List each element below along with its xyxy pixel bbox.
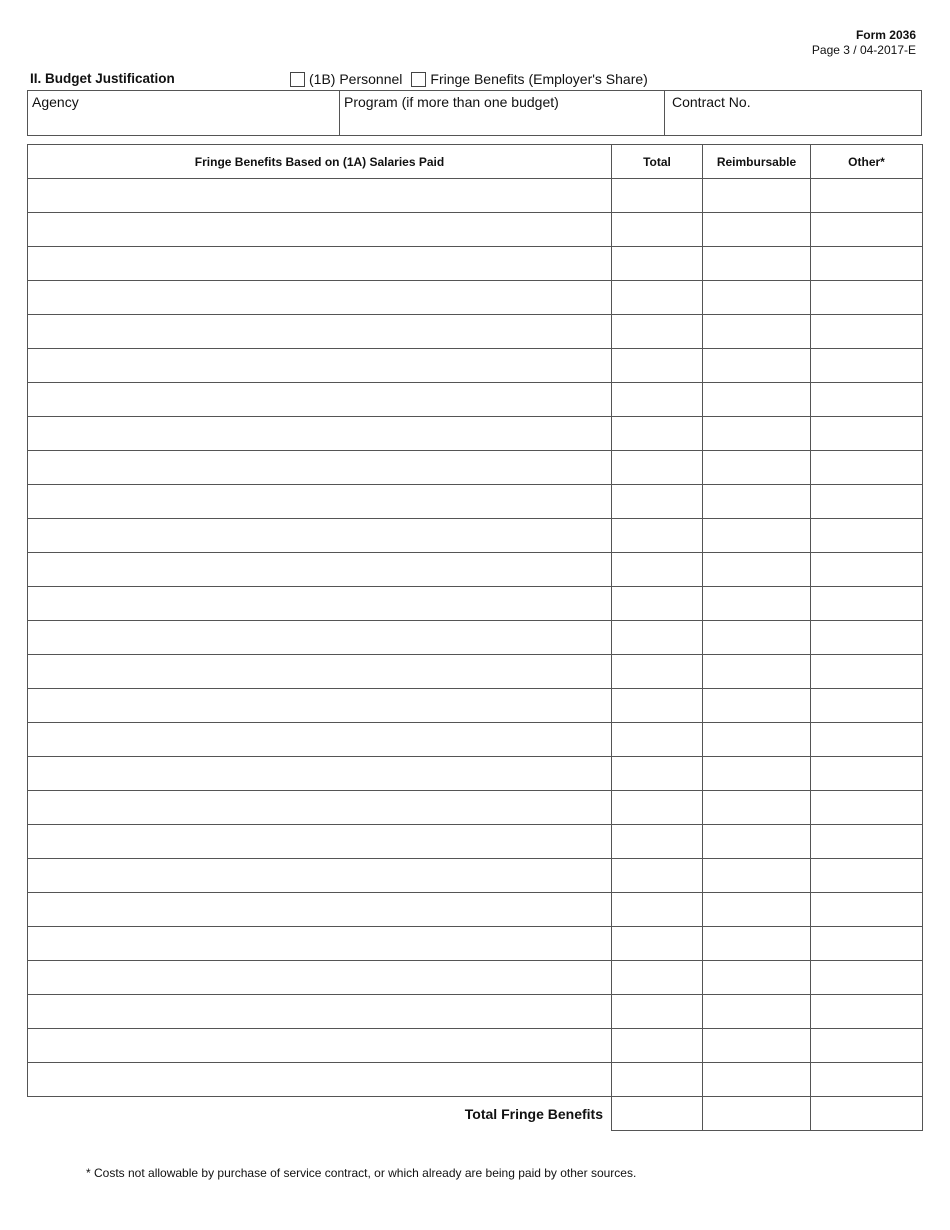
table-row	[28, 485, 923, 519]
reimbursable-cell[interactable]	[703, 1063, 811, 1097]
table-row	[28, 553, 923, 587]
page-info: Page 3 / 04-2017-E	[811, 43, 916, 57]
total-cell[interactable]	[612, 655, 703, 689]
total-row	[28, 1097, 923, 1131]
total-cell[interactable]	[612, 519, 703, 553]
other-cell[interactable]	[811, 587, 923, 621]
description-cell[interactable]	[28, 961, 612, 995]
description-cell[interactable]	[28, 417, 612, 451]
total-fringe-benefits-label: Total Fringe Benefits	[28, 1097, 612, 1131]
total-cell[interactable]	[612, 927, 703, 961]
reimbursable-cell[interactable]	[703, 179, 811, 213]
reimbursable-cell[interactable]	[703, 621, 811, 655]
table-row	[28, 621, 923, 655]
table-row	[28, 893, 923, 927]
table-row	[28, 451, 923, 485]
other-cell[interactable]	[811, 383, 923, 417]
total-cell[interactable]	[612, 1063, 703, 1097]
table-row	[28, 859, 923, 893]
fringe-benefits-table	[27, 144, 923, 1131]
description-cell[interactable]	[28, 723, 612, 757]
description-cell[interactable]	[28, 927, 612, 961]
reimbursable-cell[interactable]	[703, 757, 811, 791]
table-row	[28, 689, 923, 723]
other-cell[interactable]	[811, 315, 923, 349]
description-cell[interactable]	[28, 451, 612, 485]
reimbursable-cell[interactable]	[703, 349, 811, 383]
description-cell[interactable]	[28, 791, 612, 825]
reimbursable-cell[interactable]	[703, 791, 811, 825]
table-row	[28, 179, 923, 213]
description-cell[interactable]	[28, 213, 612, 247]
personnel-checkbox-label: (1B) Personnel	[309, 71, 403, 87]
table-row	[28, 927, 923, 961]
table-row	[28, 213, 923, 247]
description-cell[interactable]	[28, 315, 612, 349]
table-row	[28, 757, 923, 791]
table-row	[28, 587, 923, 621]
table-row	[28, 723, 923, 757]
table-body	[28, 179, 923, 1097]
reimbursable-cell[interactable]	[703, 825, 811, 859]
table-row	[28, 383, 923, 417]
info-fields-box	[27, 90, 922, 136]
total-cell[interactable]	[612, 281, 703, 315]
reimbursable-cell[interactable]	[703, 995, 811, 1029]
other-cell[interactable]	[811, 723, 923, 757]
description-cell[interactable]	[28, 519, 612, 553]
other-cell[interactable]	[811, 1063, 923, 1097]
total-cell[interactable]	[612, 723, 703, 757]
description-cell[interactable]	[28, 247, 612, 281]
table-header-row	[28, 145, 923, 179]
other-cell[interactable]	[811, 859, 923, 893]
total-cell[interactable]	[612, 349, 703, 383]
other-cell[interactable]	[811, 655, 923, 689]
total-cell[interactable]	[612, 247, 703, 281]
budget-type-checkboxes	[290, 71, 657, 87]
contract-number-field[interactable]	[664, 91, 921, 135]
reimbursable-cell[interactable]	[703, 893, 811, 927]
description-cell[interactable]	[28, 281, 612, 315]
fringe-benefits-checkbox-item[interactable]	[411, 71, 647, 87]
total-cell[interactable]	[612, 179, 703, 213]
reimbursable-cell[interactable]	[703, 383, 811, 417]
description-cell[interactable]	[28, 179, 612, 213]
reimbursable-cell[interactable]	[703, 689, 811, 723]
reimbursable-cell[interactable]	[703, 655, 811, 689]
column-header-total: Total	[612, 145, 703, 179]
other-cell[interactable]	[811, 485, 923, 519]
total-cell[interactable]	[612, 791, 703, 825]
total-cell[interactable]	[612, 1029, 703, 1063]
table-row	[28, 825, 923, 859]
total-amount-cell[interactable]	[612, 1097, 703, 1131]
reimbursable-cell[interactable]	[703, 281, 811, 315]
total-cell[interactable]	[612, 689, 703, 723]
description-cell[interactable]	[28, 553, 612, 587]
other-cell[interactable]	[811, 791, 923, 825]
reimbursable-cell[interactable]	[703, 961, 811, 995]
other-cell[interactable]	[811, 451, 923, 485]
agency-field[interactable]	[28, 91, 339, 135]
reimbursable-cell[interactable]	[703, 859, 811, 893]
fringe-benefits-checkbox[interactable]	[411, 72, 426, 87]
contract-number-label: Contract No.	[672, 94, 751, 110]
total-cell[interactable]	[612, 621, 703, 655]
table-row	[28, 315, 923, 349]
other-cell[interactable]	[811, 1029, 923, 1063]
table-row	[28, 1029, 923, 1063]
description-cell[interactable]	[28, 757, 612, 791]
other-cell[interactable]	[811, 213, 923, 247]
reimbursable-cell[interactable]	[703, 723, 811, 757]
total-cell[interactable]	[612, 451, 703, 485]
reimbursable-cell[interactable]	[703, 417, 811, 451]
description-cell[interactable]	[28, 383, 612, 417]
reimbursable-cell[interactable]	[703, 451, 811, 485]
total-cell[interactable]	[612, 553, 703, 587]
program-field[interactable]	[339, 91, 664, 135]
other-cell[interactable]	[811, 553, 923, 587]
description-cell[interactable]	[28, 587, 612, 621]
description-cell[interactable]	[28, 655, 612, 689]
form-identifier	[812, 28, 916, 58]
table-row	[28, 791, 923, 825]
total-reimbursable-cell[interactable]	[703, 1097, 811, 1131]
table-row	[28, 961, 923, 995]
reimbursable-cell[interactable]	[703, 519, 811, 553]
reimbursable-cell[interactable]	[703, 1029, 811, 1063]
total-cell[interactable]	[612, 213, 703, 247]
total-cell[interactable]	[612, 859, 703, 893]
total-cell[interactable]	[612, 893, 703, 927]
description-cell[interactable]	[28, 349, 612, 383]
form-number: Form 2036	[855, 28, 916, 42]
table-row	[28, 655, 923, 689]
other-cell[interactable]	[811, 927, 923, 961]
description-cell[interactable]	[28, 859, 612, 893]
other-cell[interactable]	[811, 893, 923, 927]
description-cell[interactable]	[28, 485, 612, 519]
description-cell[interactable]	[28, 1063, 612, 1097]
column-header-other: Other*	[811, 145, 923, 179]
other-cell[interactable]	[811, 961, 923, 995]
total-cell[interactable]	[612, 383, 703, 417]
other-cell[interactable]	[811, 519, 923, 553]
personnel-checkbox-item[interactable]	[290, 71, 402, 87]
table-row	[28, 417, 923, 451]
other-cell[interactable]	[811, 825, 923, 859]
program-label: Program (if more than one budget)	[344, 94, 559, 110]
table-row	[28, 349, 923, 383]
other-cell[interactable]	[811, 247, 923, 281]
other-cell[interactable]	[811, 281, 923, 315]
column-header-reimbursable: Reimbursable	[703, 145, 811, 179]
other-cell[interactable]	[811, 349, 923, 383]
other-cell[interactable]	[811, 179, 923, 213]
agency-label: Agency	[32, 94, 79, 110]
description-cell[interactable]	[28, 825, 612, 859]
reimbursable-cell[interactable]	[703, 213, 811, 247]
other-cell[interactable]	[811, 417, 923, 451]
description-cell[interactable]	[28, 621, 612, 655]
description-cell[interactable]	[28, 893, 612, 927]
total-cell[interactable]	[612, 417, 703, 451]
table-row	[28, 1063, 923, 1097]
other-cell[interactable]	[811, 995, 923, 1029]
reimbursable-cell[interactable]	[703, 587, 811, 621]
total-cell[interactable]	[612, 587, 703, 621]
footnote: * Costs not allowable by purchase of service contract, or which already are being paid by other sources.	[86, 1166, 637, 1180]
total-cell[interactable]	[612, 315, 703, 349]
section-title: II. Budget Justification	[30, 71, 175, 86]
description-cell[interactable]	[28, 995, 612, 1029]
table-row	[28, 519, 923, 553]
total-other-cell[interactable]	[811, 1097, 923, 1131]
table-row	[28, 995, 923, 1029]
other-cell[interactable]	[811, 621, 923, 655]
other-cell[interactable]	[811, 757, 923, 791]
description-cell[interactable]	[28, 1029, 612, 1063]
reimbursable-cell[interactable]	[703, 927, 811, 961]
other-cell[interactable]	[811, 689, 923, 723]
reimbursable-cell[interactable]	[703, 485, 811, 519]
reimbursable-cell[interactable]	[703, 247, 811, 281]
total-cell[interactable]	[612, 757, 703, 791]
total-cell[interactable]	[612, 825, 703, 859]
fringe-benefits-checkbox-label: Fringe Benefits (Employer's Share)	[430, 71, 648, 87]
reimbursable-cell[interactable]	[703, 553, 811, 587]
total-cell[interactable]	[612, 995, 703, 1029]
description-cell[interactable]	[28, 689, 612, 723]
reimbursable-cell[interactable]	[703, 315, 811, 349]
table-row	[28, 281, 923, 315]
personnel-checkbox[interactable]	[290, 72, 305, 87]
total-cell[interactable]	[612, 961, 703, 995]
column-header-description: Fringe Benefits Based on (1A) Salaries Paid	[28, 145, 612, 179]
total-cell[interactable]	[612, 485, 703, 519]
table-row	[28, 247, 923, 281]
